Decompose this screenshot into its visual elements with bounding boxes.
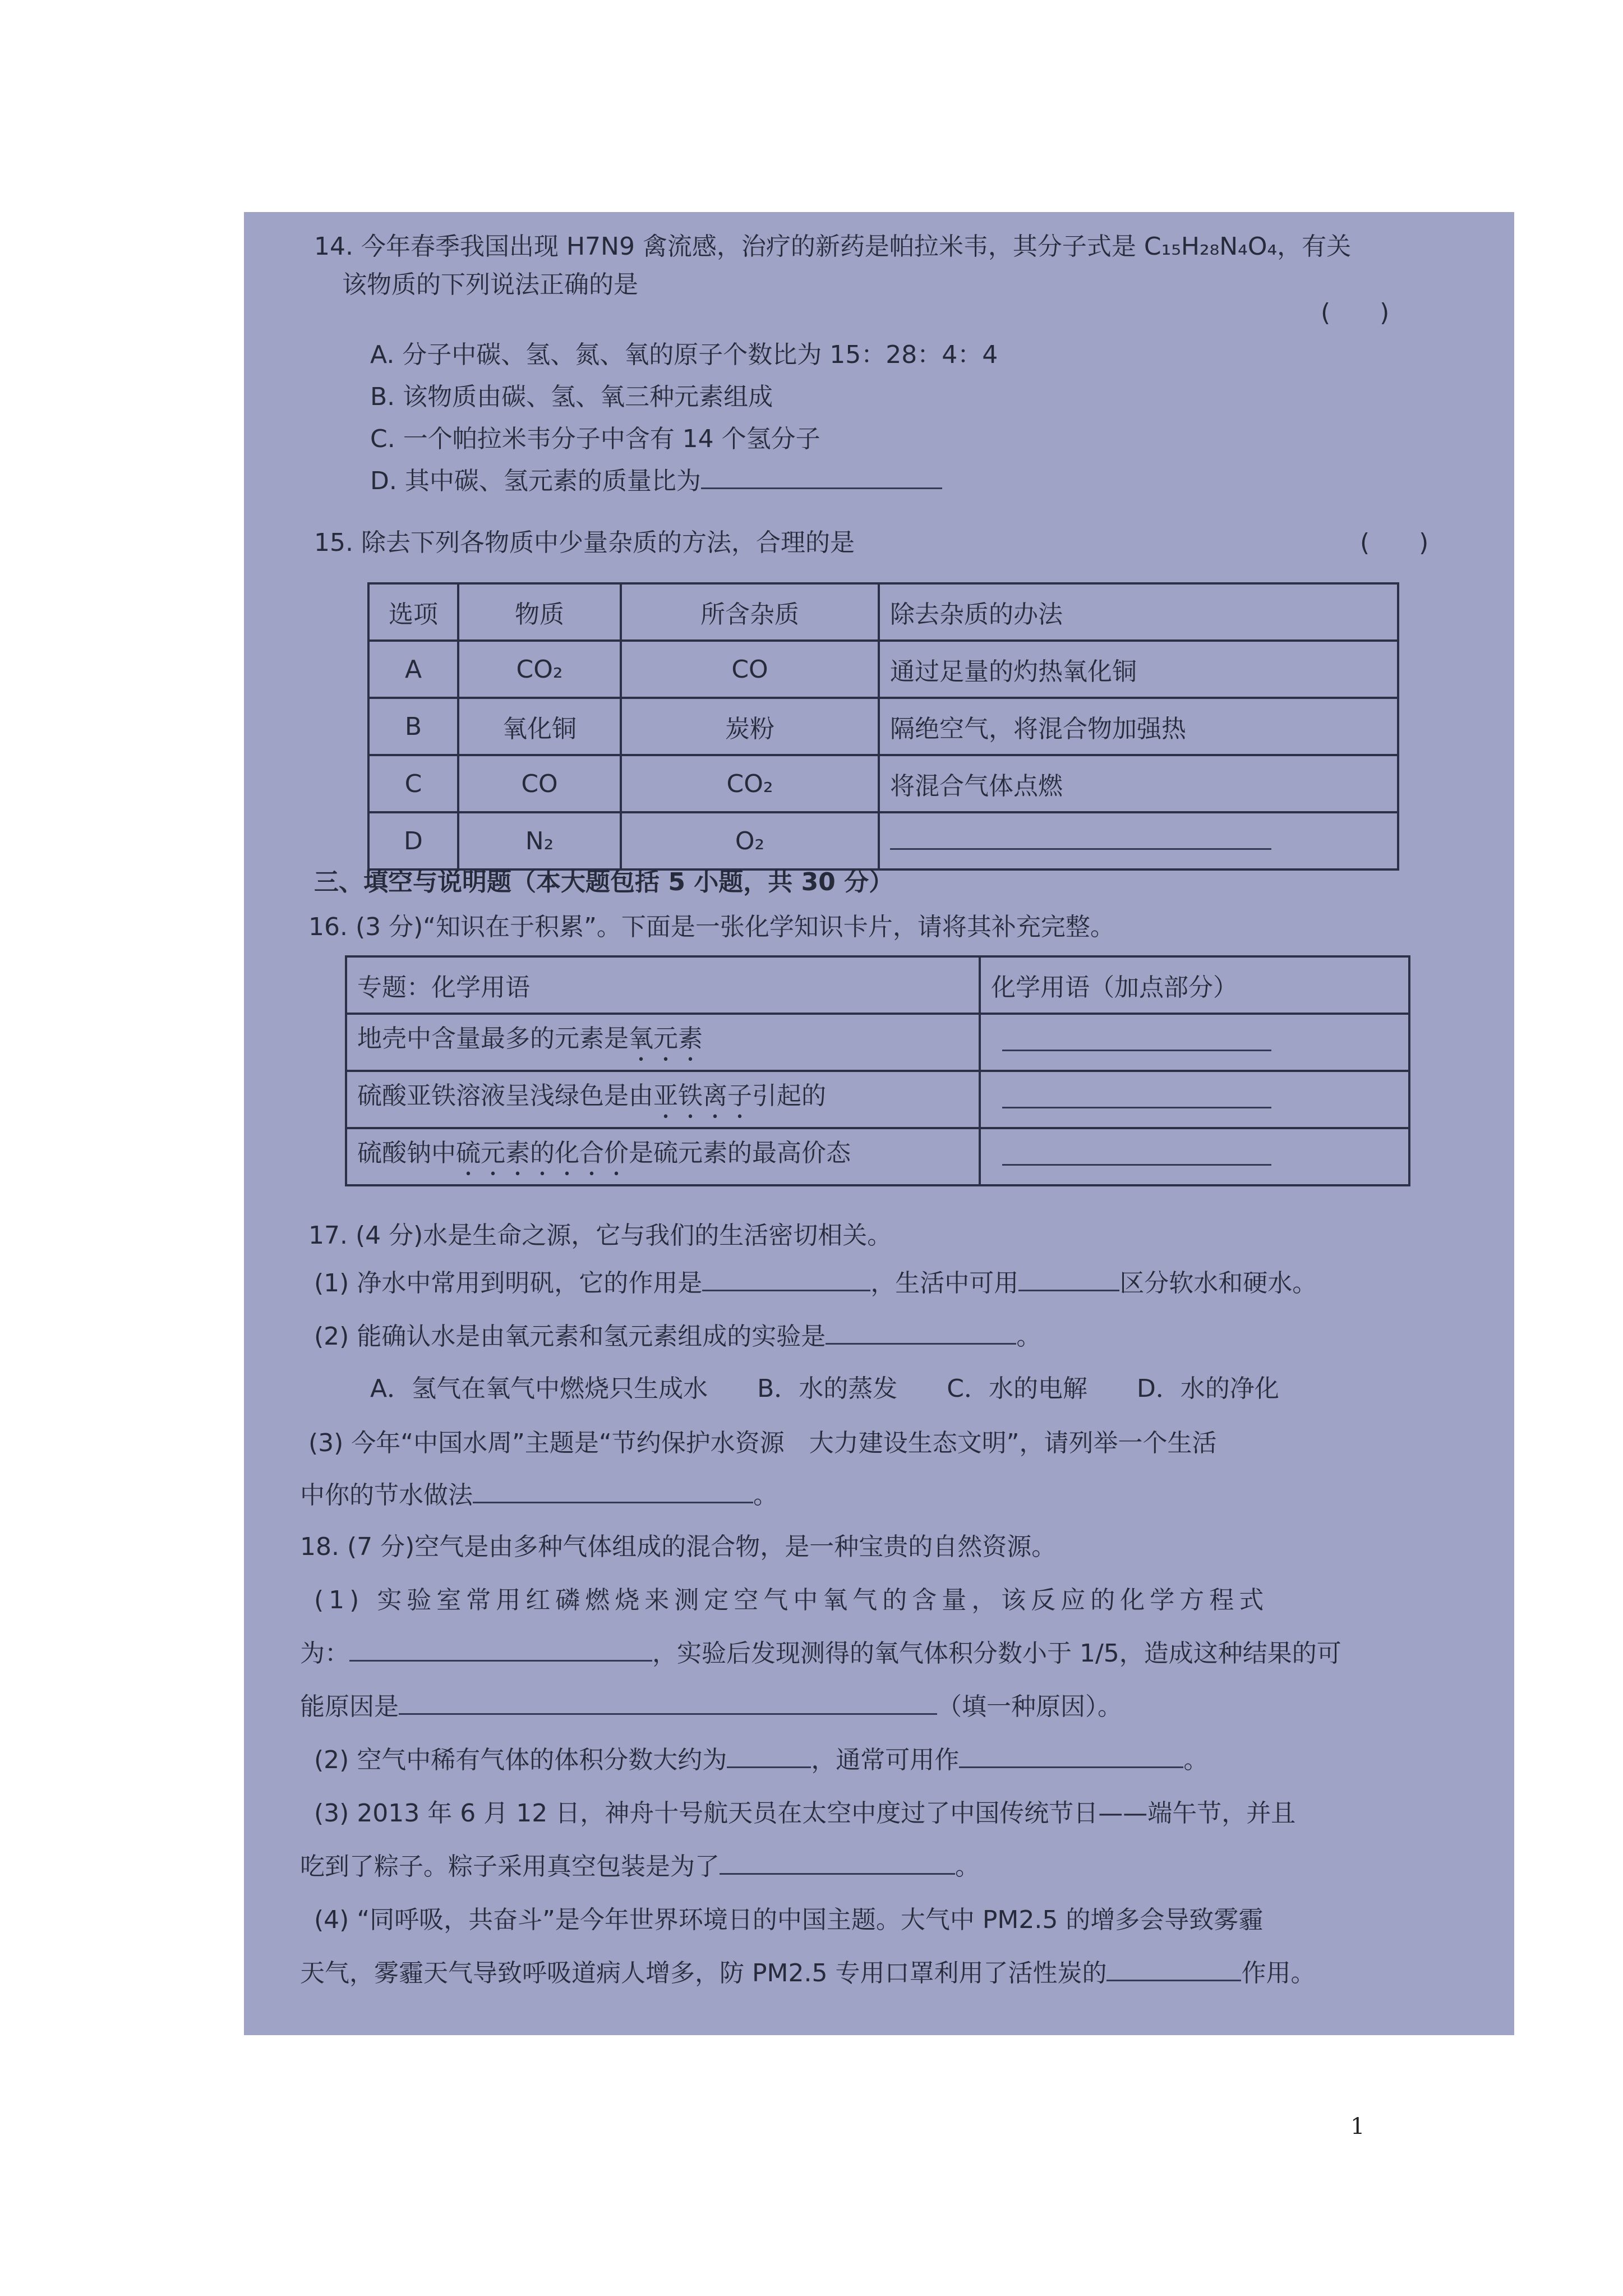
q15-cell: CO xyxy=(621,641,879,698)
q18-part2 xyxy=(314,1743,1208,1777)
q15-header-row xyxy=(368,583,1398,641)
q15-answer-paren: ( ) xyxy=(1360,528,1429,557)
section-3-heading: 三、填空与说明题（本大题包括 5 小题，共 30 分） xyxy=(314,868,894,896)
q15-cell: CO₂ xyxy=(621,755,879,812)
q15-header-cell: 选项 xyxy=(368,583,458,641)
page-number: 1 xyxy=(1350,2114,1365,2139)
q17-water-saving-blank[interactable] xyxy=(473,1479,753,1503)
q18-part2-end: 。 xyxy=(1183,1746,1209,1774)
table-row xyxy=(346,1071,1409,1128)
q16-header-cell: 化学用语（加点部分） xyxy=(980,956,1409,1014)
q16-statement-pre: 硫酸亚铁溶液呈浅绿色是由 xyxy=(357,1081,653,1110)
q17-part3: (3) 今年“中国水周”主题是“节约保护水资源 大力建设生态文明”，请列举一个生活 xyxy=(308,1429,1217,1457)
q14-d-blank[interactable] xyxy=(701,465,942,489)
q18-part1-end: （填一种原因）。 xyxy=(937,1692,1122,1721)
q18-stem: 18. (7 分)空气是由多种气体组成的混合物，是一种宝贵的自然资源。 xyxy=(300,1533,1057,1561)
q16-stem: 16. (3 分)“知识在于积累”。下面是一张化学知识卡片，请将其补充完整。 xyxy=(308,913,1115,941)
q17-part1 xyxy=(314,1267,1317,1300)
q18-part1-line2 xyxy=(300,1637,1341,1671)
q16-statement xyxy=(346,1014,980,1071)
q18-equation-blank[interactable] xyxy=(349,1637,652,1662)
q15-d-blank[interactable] xyxy=(890,826,1271,850)
q17-hardness-blank[interactable] xyxy=(1018,1267,1119,1291)
q18-part1-text: 为： xyxy=(300,1639,349,1668)
table-row xyxy=(368,755,1398,812)
q15-table xyxy=(367,582,1399,871)
q15-header-cell: 物质 xyxy=(458,583,621,641)
q16-blank[interactable] xyxy=(1002,1027,1271,1051)
q16-dotted-term: 氧元素 xyxy=(629,1024,703,1053)
q18-part4-end: 作用。 xyxy=(1241,1959,1316,1987)
q16-answer-cell[interactable] xyxy=(980,1128,1409,1185)
q17-part3-text: 中你的节水做法 xyxy=(300,1481,473,1510)
q16-blank[interactable] xyxy=(1002,1084,1271,1108)
q17-part2-text: (2) 能确认水是由氧元素和氢元素组成的实验是 xyxy=(314,1322,826,1351)
q16-header-cell: 专题：化学用语 xyxy=(346,956,980,1014)
q17-part3-end: 。 xyxy=(753,1481,778,1510)
q16-dotted-term: 亚铁离子 xyxy=(653,1081,752,1110)
q16-statement-post: 引起的 xyxy=(752,1081,826,1110)
q15-cell: B xyxy=(368,698,458,755)
table-row xyxy=(346,1128,1409,1185)
q17-part2 xyxy=(314,1320,1041,1354)
q17-part1-text: (1) 净水中常用到明矾，它的作用是 xyxy=(314,1269,703,1297)
q15-header-cell: 所含杂质 xyxy=(621,583,879,641)
q16-blank[interactable] xyxy=(1002,1142,1271,1166)
q15-d-answer-cell[interactable] xyxy=(879,812,1398,869)
q16-statement-post: 是硫元素的最高价态 xyxy=(629,1138,851,1167)
q18-part3-end: 。 xyxy=(955,1852,980,1881)
q15-cell: CO₂ xyxy=(458,641,621,698)
q15-cell: 炭粉 xyxy=(621,698,879,755)
q14-stem-line2: 该物质的下列说法正确的是 xyxy=(342,270,638,299)
q15-cell: 隔绝空气，将混合物加强热 xyxy=(879,698,1398,755)
q16-answer-cell[interactable] xyxy=(980,1071,1409,1128)
q14-stem: 14. 今年春季我国出现 H7N9 禽流感，治疗的新药是帕拉米韦，其分子式是 C₁₅H₂₈N₄O₄，有关 xyxy=(314,232,1352,261)
q14-option-d-text: D. 其中碳、氢元素的质量比为 xyxy=(370,467,701,495)
q18-part3-text: 吃到了粽子。粽子采用真空包装是为了 xyxy=(300,1852,720,1881)
q15-header-cell: 除去杂质的办法 xyxy=(879,583,1398,641)
table-row xyxy=(368,698,1398,755)
q17-options: A．氢气在氧气中燃烧只生成水 B．水的蒸发 C．水的电解 D．水的净化 xyxy=(370,1374,1279,1403)
q18-part1: (1) 实验室常用红磷燃烧来测定空气中氧气的含量，该反应的化学方程式 xyxy=(314,1586,1269,1614)
q16-header-row xyxy=(346,956,1409,1014)
q18-volume-blank[interactable] xyxy=(727,1744,811,1768)
q16-statement xyxy=(346,1071,980,1128)
q18-part4-text: 天气，雾霾天气导致呼吸道病人增多，防 PM2.5 专用口罩利用了活性炭的 xyxy=(300,1959,1107,1987)
q18-part4: (4) “同呼吸，共奋斗”是今年世界环境日的中国主题。大气中 PM2.5 的增多会导致雾霾 xyxy=(314,1906,1264,1934)
q16-dotted-term: 硫元素的化合价 xyxy=(456,1138,629,1167)
q14-option-b: B. 该物质由碳、氢、氧三种元素组成 xyxy=(370,383,773,411)
q18-reason-blank[interactable] xyxy=(399,1691,937,1715)
q15-cell: 将混合气体点燃 xyxy=(879,755,1398,812)
scanned-exam-photo xyxy=(244,212,1514,2035)
q14-option-d xyxy=(370,464,942,498)
q15-cell: 通过足量的灼热氧化铜 xyxy=(879,641,1398,698)
q18-part3: (3) 2013 年 6 月 12 日，神舟十号航天员在太空中度过了中国传统节日——端午节，并且 xyxy=(314,1799,1296,1828)
q14-option-c: C. 一个帕拉米韦分子中含有 14 个氢分子 xyxy=(370,425,820,453)
q16-answer-cell[interactable] xyxy=(980,1014,1409,1071)
q18-charcoal-blank[interactable] xyxy=(1106,1957,1241,1981)
q15-cell: D xyxy=(368,812,458,869)
q18-part2-text: (2) 空气中稀有气体的体积分数大约为 xyxy=(314,1746,727,1774)
q17-part3-line2 xyxy=(300,1479,778,1512)
q18-part3-line2 xyxy=(300,1850,980,1884)
q18-part1-text2: ，实验后发现测得的氧气体积分数小于 1/5，造成这种结果的可 xyxy=(652,1639,1341,1668)
q16-statement-pre: 地壳中含量最多的元素是 xyxy=(357,1024,629,1053)
q18-packaging-blank[interactable] xyxy=(720,1851,955,1875)
q15-cell: 氧化铜 xyxy=(458,698,621,755)
q14-answer-paren: ( ) xyxy=(1321,298,1390,327)
q15-cell: O₂ xyxy=(621,812,879,869)
q16-statement-pre: 硫酸钠中 xyxy=(357,1138,456,1167)
q18-part1-line3 xyxy=(300,1690,1122,1724)
table-row xyxy=(346,1014,1409,1071)
q17-part1-text2: ，生活中可用 xyxy=(870,1269,1019,1297)
q14-option-a: A. 分子中碳、氢、氮、氧的原子个数比为 15：28：4：4 xyxy=(370,341,998,369)
q17-alum-blank[interactable] xyxy=(702,1267,870,1291)
table-row xyxy=(368,641,1398,698)
q18-part4-line2 xyxy=(300,1957,1315,1990)
q15-cell: N₂ xyxy=(458,812,621,869)
q18-part2-text2: ，通常可用作 xyxy=(811,1746,960,1774)
q16-statement xyxy=(346,1128,980,1185)
table-row xyxy=(368,812,1398,869)
q18-usage-blank[interactable] xyxy=(959,1744,1183,1768)
q17-part2-end: 。 xyxy=(1016,1322,1041,1351)
q17-part1-text3: 区分软水和硬水。 xyxy=(1119,1269,1317,1297)
q15-stem: 15. 除去下列各物质中少量杂质的方法，合理的是 xyxy=(314,528,855,557)
q18-part1-text3: 能原因是 xyxy=(300,1692,399,1721)
q17-stem: 17. (4 分)水是生命之源，它与我们的生活密切相关。 xyxy=(308,1221,892,1250)
q16-knowledge-card xyxy=(345,955,1410,1186)
q17-experiment-blank[interactable] xyxy=(826,1320,1016,1345)
q15-cell: C xyxy=(368,755,458,812)
q15-cell: CO xyxy=(458,755,621,812)
q15-cell: A xyxy=(368,641,458,698)
